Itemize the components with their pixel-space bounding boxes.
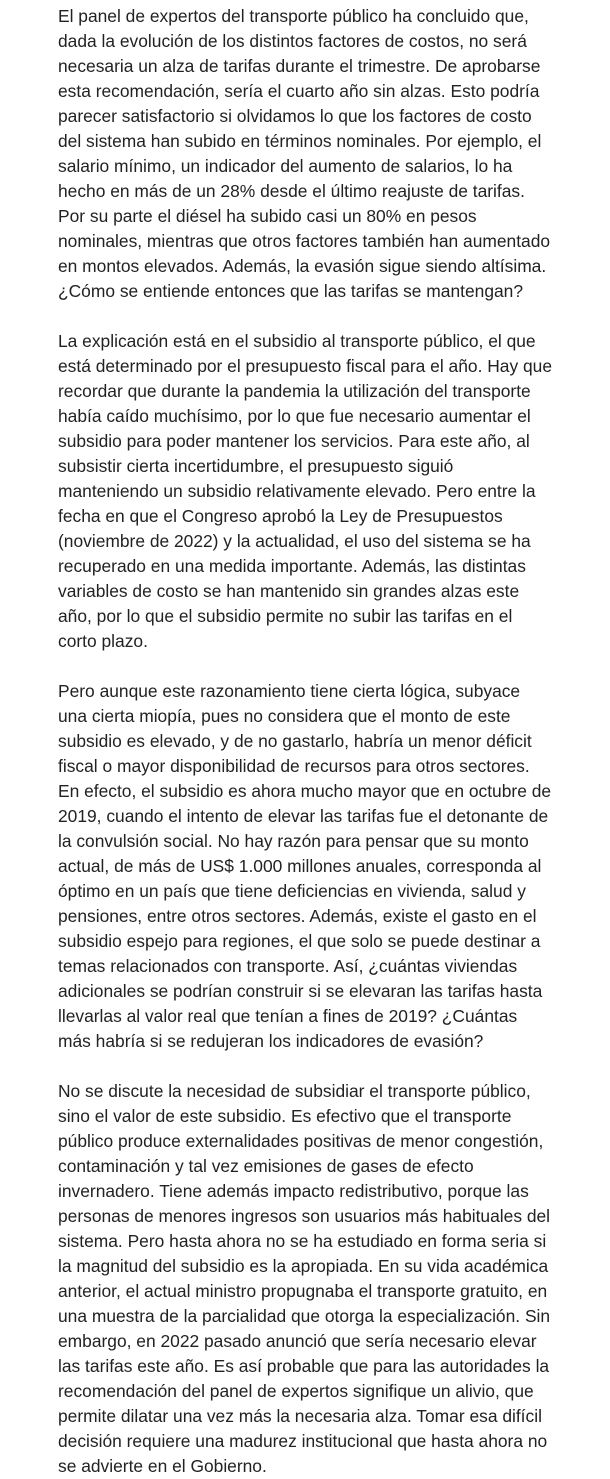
paragraph-1: El panel de expertos del transporte público ha concluido que, dada la evolución de los distintos factores de costos, no será necesaria un alza de tarifas durante el trimestre. De aprobarse esta recomendación, sería el cuarto año sin alzas. Esto podría parecer satisfactorio si olvidamos lo que los factores de costo del sistema han subido en términos nominales. Por ejemplo, el salario mínimo, un indicador del aumento de salarios, lo ha hecho en más de un 28% desde el último reajuste de tarifas. Por su parte el diésel ha subido casi un 80% en pesos nominales, mientras que otros factores también han aumentado en montos elevados. Además, la evasión sigue siendo altísima. ¿Cómo se entiende entonces que las tarifas se mantengan? xyxy=(58,6,551,301)
article-body xyxy=(58,4,558,1479)
paragraph-2: La explicación está en el subsidio al transporte público, el que está determinado por el presupuesto fiscal para el año. Hay que recordar que durante la pandemia la utilización del transporte había caído muchísimo, por lo que fue necesario aumentar el subsidio para poder mantener los servicios. Para este año, al subsistir cierta incertidumbre, el presupuesto siguió manteniendo un subsidio relativamente elevado. Pero entre la fecha en que el Congreso aprobó la Ley de Presupuestos (noviembre de 2022) y la actualidad, el uso del sistema se ha recuperado en una medida importante. Además, las distintas variables de costo se han mantenido sin grandes alzas este año, por lo que el subsidio permite no subir las tarifas en el corto plazo. xyxy=(58,331,553,651)
paragraph-4: No se discute la necesidad de subsidiar el transporte público, sino el valor de este subsidio. Es efectivo que el transporte público produce externalidades positivas de menor congestión, contaminación y tal vez emisiones de gases de efecto invernadero. Tiene además impacto redistributivo, porque las personas de menores ingresos son usuarios más habituales del sistema. Pero hasta ahora no se ha estudiado en forma seria si la magnitud del subsidio es la apropiada. En su vida académica anterior, el actual ministro propugnaba el transporte gratuito, en una muestra de la parcialidad que otorga la especialización. Sin embargo, en 2022 pasado anunció que sería necesario elevar las tarifas este año. Es así probable que para las autoridades la recomendación del panel de expertos signifique un alivio, que permite dilatar una vez más la necesaria alza. Tomar esa difícil decisión requiere una madurez institucional que hasta ahora no se advierte en el Gobierno. xyxy=(58,1081,551,1476)
paragraph-3: Pero aunque este razonamiento tiene cierta lógica, subyace una cierta miopía, pues no considera que el monto de este subsidio es elevado, y de no gastarlo, habría un menor déficit fiscal o mayor disponibilidad de recursos para otros sectores. En efecto, el subsidio es ahora mucho mayor que en octubre de 2019, cuando el intento de elevar las tarifas fue el detonante de la convulsión social. No hay razón para pensar que su monto actual, de más de US$ 1.000 millones anuales, corresponda al óptimo en un país que tiene deficiencias en vivienda, salud y pensiones, entre otros sectores. Además, existe el gasto en el subsidio espejo para regiones, el que solo se puede destinar a temas relacionados con transporte. Así, ¿cuántas viviendas adicionales se podrían construir si se elevaran las tarifas hasta llevarlas al valor real que tenían a fines de 2019? ¿Cuántas más habría si se redujeran los indicadores de evasión? xyxy=(58,681,552,1051)
